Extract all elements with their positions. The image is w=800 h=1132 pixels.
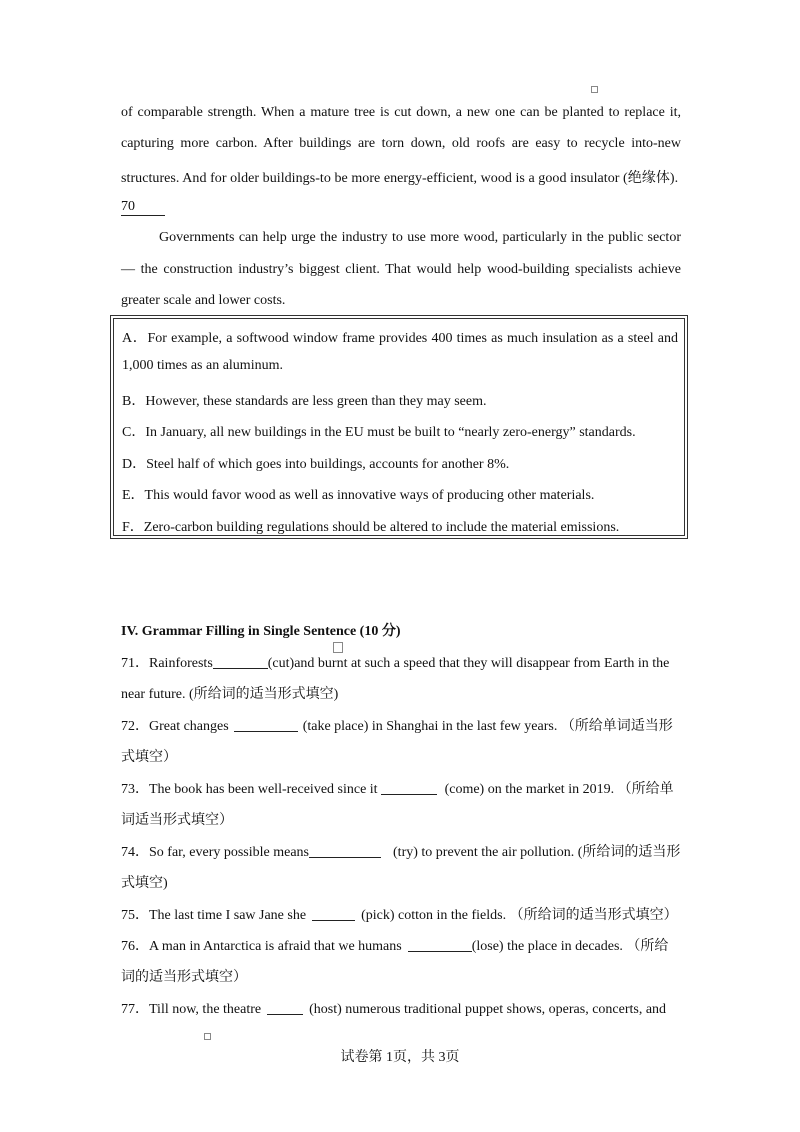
question-74-cont: 式填空) [121, 876, 168, 891]
question-73-text: (come) on the market in 2019. （所给单 [444, 782, 674, 797]
question-72 [121, 715, 673, 735]
question-76-text: (lose) the place in decades. （所给 [471, 939, 669, 954]
question-77-text: (host) numerous traditional puppet shows, operas, concerts, and [309, 1002, 667, 1017]
question-76 [121, 935, 668, 955]
answer-blank-72[interactable] [234, 718, 298, 732]
question-72-cont: 式填空） [121, 750, 177, 765]
answer-blank-73[interactable] [381, 781, 437, 795]
question-72-text: (take place) in Shanghai in the last few years. （所给单词适当形 [302, 719, 673, 734]
answer-blank-77[interactable] [267, 1001, 303, 1015]
page-marker [204, 1033, 211, 1040]
blank-70-line [121, 199, 681, 216]
question-72-text: 72．Great changes [121, 719, 229, 734]
answer-blank-74[interactable] [309, 844, 381, 858]
option-f: F．Zero-carbon building regulations should be altered to include the material emissions. [122, 520, 620, 535]
question-75 [121, 904, 678, 924]
option-d: D．Steel half of which goes into buildings, accounts for another 8%. [122, 457, 510, 472]
passage-p2-line-1: Governments can help urge the industry to use more wood, particularly in the public sector [159, 230, 681, 245]
passage-p2-line-2: — the construction industry’s biggest client. That would help wood-building specialists achieve [121, 262, 681, 277]
answer-blank-76[interactable] [408, 938, 472, 952]
question-71 [121, 652, 669, 672]
answer-blank-75[interactable] [312, 907, 355, 921]
passage-line-2: capturing more carbon. After buildings are torn down, old roofs are easy to recycle into-new [121, 136, 681, 151]
question-74 [121, 841, 680, 861]
page-marker [591, 86, 598, 93]
options-box [113, 318, 685, 536]
option-e: E．This would favor wood as well as innovative ways of producing other materials. [122, 488, 595, 503]
passage-p2-line-3: greater scale and lower costs. [121, 293, 286, 308]
question-74-text: (try) to prevent the air pollution. (所给词的适当形 [393, 845, 681, 860]
question-76-text: 76．A man in Antarctica is afraid that we humans [121, 939, 402, 954]
question-73 [121, 778, 674, 798]
question-73-text: 73．The book has been well-received since it [121, 782, 378, 797]
question-75-text: (pick) cotton in the fields. （所给词的适当形式填空） [361, 908, 678, 923]
question-77-text: 77．Till now, the theatre [121, 1002, 262, 1017]
option-b: B．However, these standards are less green than they may seem. [122, 394, 487, 409]
question-71-text: (cut)and burnt at such a speed that they will disappear from Earth in the [267, 656, 670, 671]
passage-line-1: of comparable strength. When a mature tree is cut down, a new one can be planted to replace it, [121, 105, 681, 120]
question-73-cont: 词适当形式填空） [121, 813, 233, 828]
page-footer: 试卷第 1页，共 3页 [340, 1050, 460, 1065]
option-a-line-2: 1,000 times as an aluminum. [122, 358, 283, 373]
answer-blank-71[interactable] [213, 655, 268, 669]
option-a-line-1: A．For example, a softwood window frame provides 400 times as much insulation as a steel and [122, 331, 678, 346]
question-74-text: 74．So far, every possible means [121, 845, 310, 860]
blank-70[interactable]: 70 [121, 199, 165, 216]
option-c: C．In January, all new buildings in the EU must be built to “nearly zero-energy” standards. [122, 425, 636, 440]
passage-line-3: structures. And for older buildings-to be more energy-efficient, wood is a good insulator (绝缘体). [121, 171, 679, 186]
question-76-cont: 词的适当形式填空） [121, 970, 247, 985]
question-75-text: 75．The last time I saw Jane she [121, 908, 307, 923]
question-77 [121, 998, 666, 1018]
question-71-text: 71．Rainforests [121, 656, 213, 671]
section-title: IV. Grammar Filling in Single Sentence (10 分) [121, 624, 401, 639]
question-71-cont: near future. (所给词的适当形式填空) [121, 687, 339, 702]
